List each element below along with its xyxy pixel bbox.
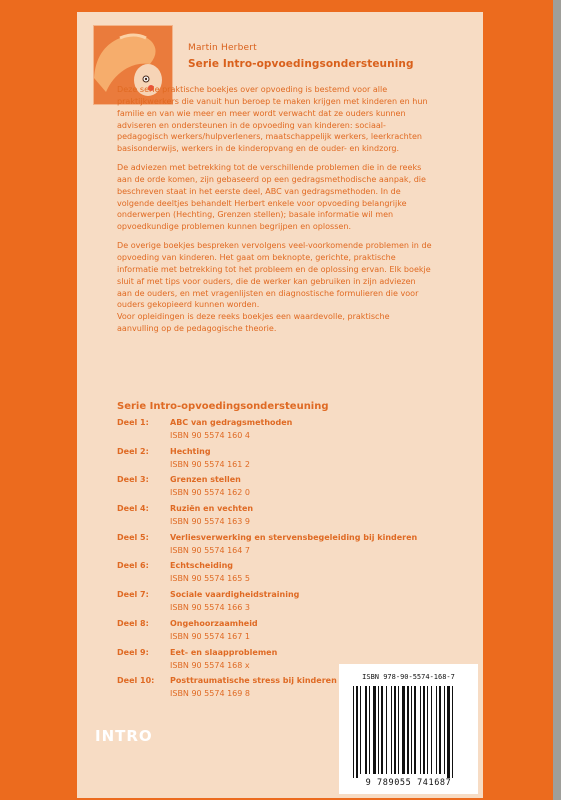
volume-title: Hechting [170,446,211,456]
publisher-logo: INTRO [95,727,153,745]
volume-number: Deel 10: [117,676,155,686]
paragraph: De adviezen met betrekking tot de verschillende problemen die in de reeks aan de orde komen, zijn gebaseerd op een gedragsmethodische aanpak, die beschreven staat in het eerste deel, ABC van gedragsmethoden. In de volgende deeltjes behandelt Herbert enkele voor opvoeding belangrijke onderwerpen (Hechting, Grenzen stellen); basale informatie wil men opvoedkundige problemen kunnen begrijpen en oplossen. [117,163,426,232]
list-item [117,475,437,504]
volume-number: Deel 5: [117,532,149,542]
barcode-digits: 9 789055 741687 [365,778,452,788]
paragraph: Deze serie praktische boekjes over opvoeding is bestemd voor alle praktijkwerkers die vanuit hun beroep te maken krijgen met kinderen en hun familie en van wie meer en meer wordt verwacht dat ze ouders kunnen adviseren en ondersteunen in de opvoeding van kinderen: sociaal-pedagogisch werkers/hulpverleners, maatschappelijk werkers, leerkrachten basisonderwijs, werkers in de kinderopvang en de ouder- en kindzorg. [117,85,428,154]
volume-title: Eet- en slaapproblemen [170,647,278,657]
volume-number: Deel 8: [117,618,149,628]
series-title: Serie Intro-opvoedingsondersteuning [188,58,414,70]
volume-isbn: ISBN 90 5574 167 1 [170,631,250,641]
description-text [117,84,432,342]
list-item [117,561,437,590]
volume-number: Deel 6: [117,561,149,571]
list-item [117,533,437,562]
list-item [117,504,437,533]
volume-number: Deel 4: [117,504,149,514]
volume-title: Posttraumatische stress bij kinderen [170,676,337,686]
barcode-icon [339,664,478,794]
series-list-title: Serie Intro-opvoedingsondersteuning [117,401,329,412]
volume-title: Ruziën en vechten [170,504,254,514]
volume-isbn: ISBN 90 5574 162 0 [170,488,250,498]
volume-isbn: ISBN 90 5574 166 3 [170,603,250,613]
volume-title: Ongehoorzaamheid [170,618,258,628]
volume-isbn: ISBN 90 5574 164 7 [170,545,250,555]
volume-isbn: ISBN 90 5574 168 x [170,660,250,670]
volume-number: Deel 1: [117,418,149,427]
volume-isbn: ISBN 90 5574 163 9 [170,517,250,527]
volume-isbn: ISBN 90 5574 165 5 [170,574,250,584]
paragraph: De overige boekjes bespreken vervolgens veel-voorkomende problemen in de opvoeding van kinderen. Het gaat om beknopte, gerichte, praktische informatie met betrekking tot het probleem en de oplossing ervan. Elk boekje sluit af met tips voor ouders, die de werker kan gebruiken in zijn adviezen aan de ouders, en met vragenlijsten en diagnostische formulieren die voor ouders gekopieerd kunnen worden. [117,241,432,310]
volume-title: Grenzen stellen [170,475,241,485]
barcode-box [339,664,478,794]
volume-number: Deel 2: [117,446,149,456]
series-list [117,418,437,705]
volume-number: Deel 3: [117,475,149,485]
paragraph: Voor opleidingen is deze reeks boekjes een waardevolle, praktische aanvulling op de pedagogische theorie. [117,312,390,334]
volume-isbn: ISBN 90 5574 161 2 [170,459,250,469]
volume-title: Sociale vaardigheidstraining [170,590,300,600]
barcode-isbn: ISBN 978-90-5574-168-7 [362,673,455,681]
list-item [117,447,437,476]
volume-isbn: ISBN 90 5574 160 4 [170,431,250,440]
author-name: Martin Herbert [188,43,257,53]
list-item [117,590,437,619]
list-item [117,619,437,648]
list-item [117,418,437,447]
volume-isbn: ISBN 90 5574 169 8 [170,689,250,699]
volume-number: Deel 9: [117,647,149,657]
volume-number: Deel 7: [117,590,149,600]
volume-title: Echtscheiding [170,561,233,571]
volume-title: ABC van gedragsmethoden [170,418,293,427]
volume-title: Verliesverwerking en stervensbegeleiding bij kinderen [170,532,418,542]
